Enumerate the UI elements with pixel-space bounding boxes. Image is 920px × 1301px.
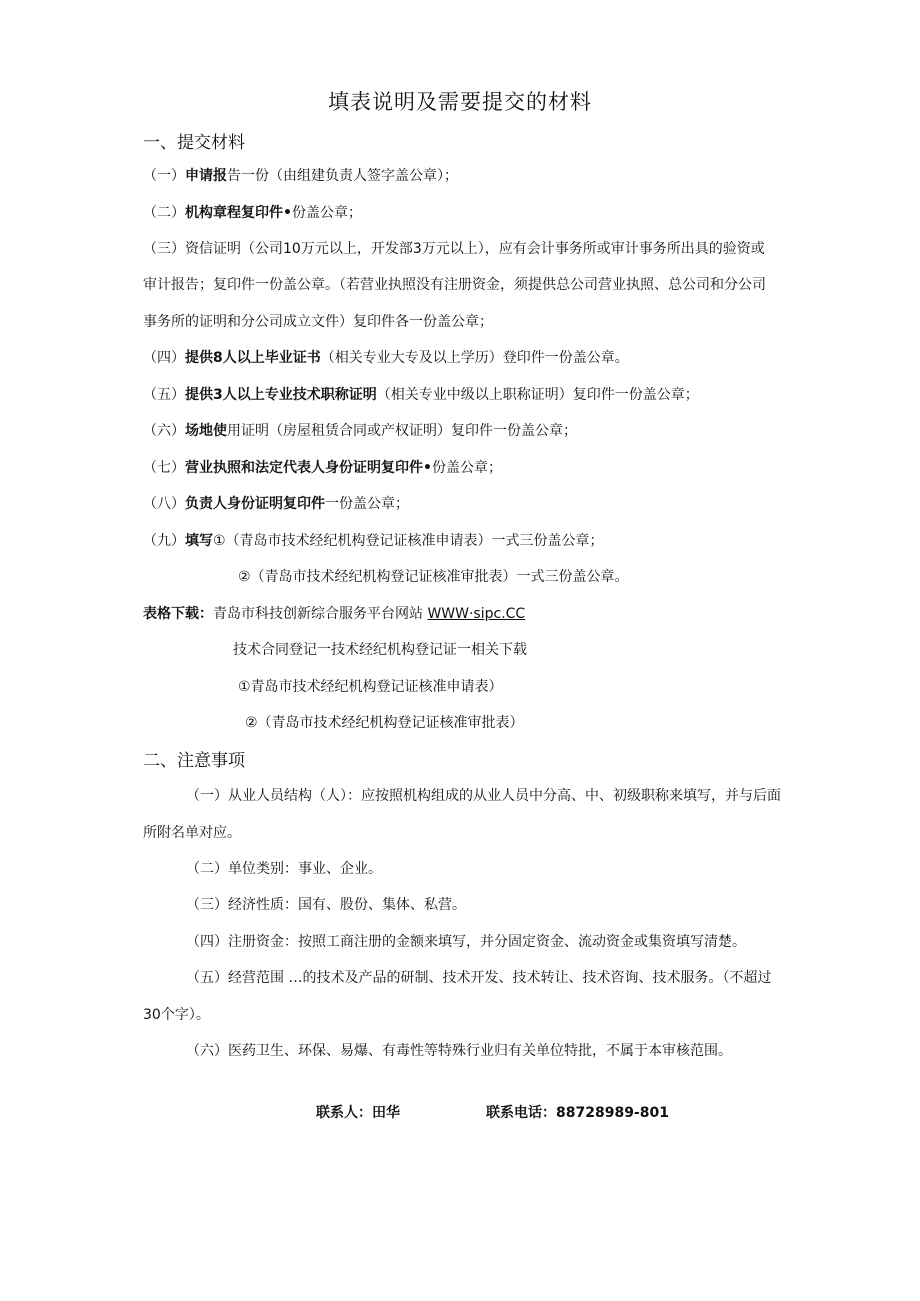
item-number: （八） (143, 496, 185, 512)
item-number: （二） (143, 205, 185, 221)
item-text: 一份盖公章； (325, 496, 409, 512)
material-item-2 (143, 202, 362, 222)
contact-phone: 联系电话：88728989-801 (486, 1105, 669, 1121)
item-number: （三） (143, 241, 185, 257)
material-item-3-line-3: 事务所的证明和分公司成立文件）复印件各一份盖公章； (143, 314, 493, 330)
download-label: 表格下载： (143, 606, 213, 622)
material-item-9 (143, 530, 604, 550)
section-heading-notes: 二、注意事项 (143, 751, 245, 771)
item-number: （四） (143, 350, 185, 366)
material-item-3 (143, 238, 765, 258)
download-line (143, 603, 525, 623)
note-1-line-2: 所附名单对应。 (143, 825, 241, 841)
item-text: 用证明（房屋租赁合同或产权证明）复印件一份盖公章； (227, 423, 577, 439)
download-form-2: ②（青岛市技术经纪机构登记证核准审批表） (245, 715, 524, 731)
material-item-9-line-2: ②（青岛市技术经纪机构登记证核准审批表）一式三份盖公章。 (238, 569, 629, 585)
item-bold-text: 提供3人以上专业技术职称证明 (185, 387, 377, 403)
note-2: （二）单位类别：事业、企业。 (186, 861, 382, 877)
material-item-8 (143, 493, 409, 513)
item-number: （七） (143, 460, 185, 476)
page-title: 填表说明及需要提交的材料 (328, 90, 592, 114)
item-text-line: 资信证明（公司10万元以上，开发部3万元以上），应有会计事务所或审计事务所出具的验资或 (185, 241, 765, 257)
material-item-7 (143, 457, 502, 477)
note-1-line-1: （一）从业人员结构（人）：应按照机构组成的从业人员中分高、中、初级职称来填写，并与后面 (186, 788, 781, 804)
item-text: ①（青岛市技术经纪机构登记证核准申请表）一式三份盖公章； (213, 533, 604, 549)
download-path: 技术合同登记一技术经纪机构登记证一相关下载 (233, 642, 527, 658)
website-link[interactable]: WWW·sipc.CC (427, 606, 526, 622)
material-item-1 (143, 165, 458, 185)
note-5-line-1: （五）经营范围 …的技术及产品的研制、技术开发、技术转让、技术咨询、技术服务。（不超过 (186, 970, 772, 986)
item-number: （六） (143, 423, 185, 439)
material-item-5 (143, 384, 699, 404)
item-number: （五） (143, 387, 185, 403)
item-text: 份盖公章； (291, 205, 362, 221)
note-5-line-2: 30个字）。 (143, 1007, 210, 1023)
item-text: 告一份（由组建负责人签字盖公章）； (227, 168, 458, 184)
download-form-1: ①青岛市技术经纪机构登记证核准申请表） (238, 679, 503, 695)
item-text: （相关专业中级以上职称证明）复印件一份盖公章； (376, 387, 699, 403)
item-bold-text: 提供8人以上毕业证书 (185, 350, 321, 366)
note-4: （四）注册资金：按照工商注册的金额来填写，并分固定资金、流动资金或集资填写清楚。 (186, 934, 746, 950)
material-item-3-line-2: 审计报告；复印件一份盖公章。（若营业执照没有注册资金，须提供总公司营业执照、总公司和分公司 (143, 277, 766, 293)
item-bold-text: 申请报 (185, 168, 227, 184)
download-text: 青岛市科技创新综合服务平台网站 (213, 606, 428, 622)
item-bold-text: 机构章程复印件• (185, 205, 292, 221)
item-text: 份盖公章； (431, 460, 502, 476)
item-number: （九） (143, 533, 185, 549)
note-6: （六）医药卫生、环保、易爆、有毒性等特殊行业归有关单位特批，不属于本审核范围。 (186, 1043, 732, 1059)
item-bold-text: 负责人身份证明复印件 (185, 496, 325, 512)
material-item-4 (143, 347, 629, 367)
item-bold-text: 场地使 (185, 423, 227, 439)
item-number: （一） (143, 168, 185, 184)
item-bold-text: 填写 (185, 533, 213, 549)
material-item-6 (143, 420, 577, 440)
item-text: （相关专业大专及以上学历）登印件一份盖公章。 (320, 350, 629, 366)
contact-person: 联系人：田华 (316, 1105, 400, 1121)
note-3: （三）经济性质：国有、股份、集体、私营。 (186, 897, 466, 913)
item-bold-text: 营业执照和法定代表人身份证明复印件• (185, 460, 432, 476)
section-heading-materials: 一、提交材料 (143, 133, 245, 153)
